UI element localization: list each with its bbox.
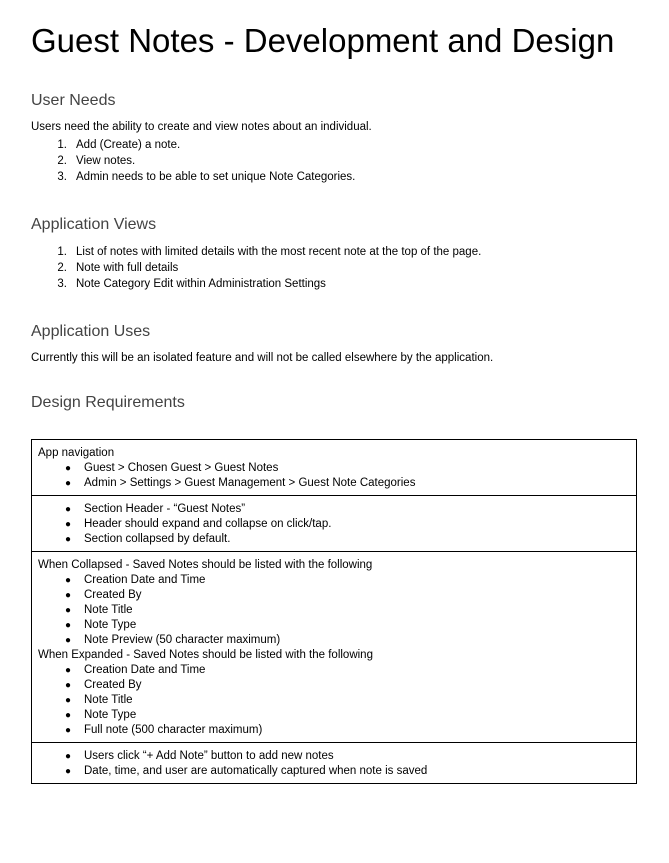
bullet-item: ● Admin > Settings > Guest Management > Guest Note Categories <box>65 477 416 489</box>
table-row <box>32 552 637 743</box>
application-uses-heading: Application Uses <box>31 323 151 340</box>
bullet-icon: ● <box>65 478 72 489</box>
application-uses-text: Currently this will be an isolated feature and will not be called elsewhere by the application. <box>31 352 494 364</box>
bullet-icon: ● <box>65 620 72 631</box>
bullet-item: ● Full note (500 character maximum) <box>65 724 263 736</box>
bullet-icon: ● <box>65 519 72 530</box>
bullet-item: ● Note Title <box>65 694 133 706</box>
bullet-icon: ● <box>65 695 72 706</box>
bullet-item: ● Section Header - “Guest Notes” <box>65 503 246 515</box>
user-needs-intro: Users need the ability to create and view notes about an individual. <box>31 121 372 133</box>
table-cell <box>32 496 637 552</box>
bullet-icon: ● <box>65 635 72 646</box>
bullet-icon: ● <box>65 665 72 676</box>
bullet-item: ● Guest > Chosen Guest > Guest Notes <box>65 462 279 474</box>
bullet-icon: ● <box>65 710 72 721</box>
bullet-item: ● Note Type <box>65 619 137 631</box>
table-cell <box>32 440 637 496</box>
bullet-icon: ● <box>65 534 72 545</box>
table-row <box>32 743 637 784</box>
cell-intro: App navigation <box>38 447 115 459</box>
cell-intro: When Collapsed - Saved Notes should be listed with the following <box>38 559 373 571</box>
bullet-icon: ● <box>65 504 72 515</box>
bullet-icon: ● <box>65 766 72 777</box>
application-views-heading: Application Views <box>31 216 157 233</box>
bullet-item: ● Creation Date and Time <box>65 574 206 586</box>
bullet-item: ● Section collapsed by default. <box>65 533 231 545</box>
bullet-icon: ● <box>65 751 72 762</box>
bullet-icon: ● <box>65 463 72 474</box>
cell-intro: When Expanded - Saved Notes should be listed with the following <box>38 649 373 661</box>
bullet-icon: ● <box>65 575 72 586</box>
bullet-item: ● Creation Date and Time <box>65 664 206 676</box>
table-cell <box>32 552 637 743</box>
bullet-item: ● Created By <box>65 589 142 601</box>
user-needs-heading: User Needs <box>31 92 116 109</box>
bullet-item: ● Created By <box>65 679 142 691</box>
bullet-item: ● Header should expand and collapse on click/tap. <box>65 518 332 530</box>
bullet-icon: ● <box>65 680 72 691</box>
table-row <box>32 440 637 496</box>
bullet-icon: ● <box>65 725 72 736</box>
bullet-icon: ● <box>65 605 72 616</box>
bullet-item: ● Users click “+ Add Note” button to add new notes <box>65 750 334 762</box>
bullet-item: ● Note Type <box>65 709 137 721</box>
bullet-item: ● Note Preview (50 character maximum) <box>65 634 281 646</box>
bullet-item: ● Note Title <box>65 604 133 616</box>
design-requirements-heading: Design Requirements <box>31 394 185 411</box>
bullet-item: ● Date, time, and user are automatically captured when note is saved <box>65 765 428 777</box>
table-cell <box>32 743 637 784</box>
page-title: Guest Notes - Development and Design <box>31 22 615 59</box>
table-row <box>32 496 637 552</box>
bullet-icon: ● <box>65 590 72 601</box>
design-requirements-table <box>31 439 637 784</box>
